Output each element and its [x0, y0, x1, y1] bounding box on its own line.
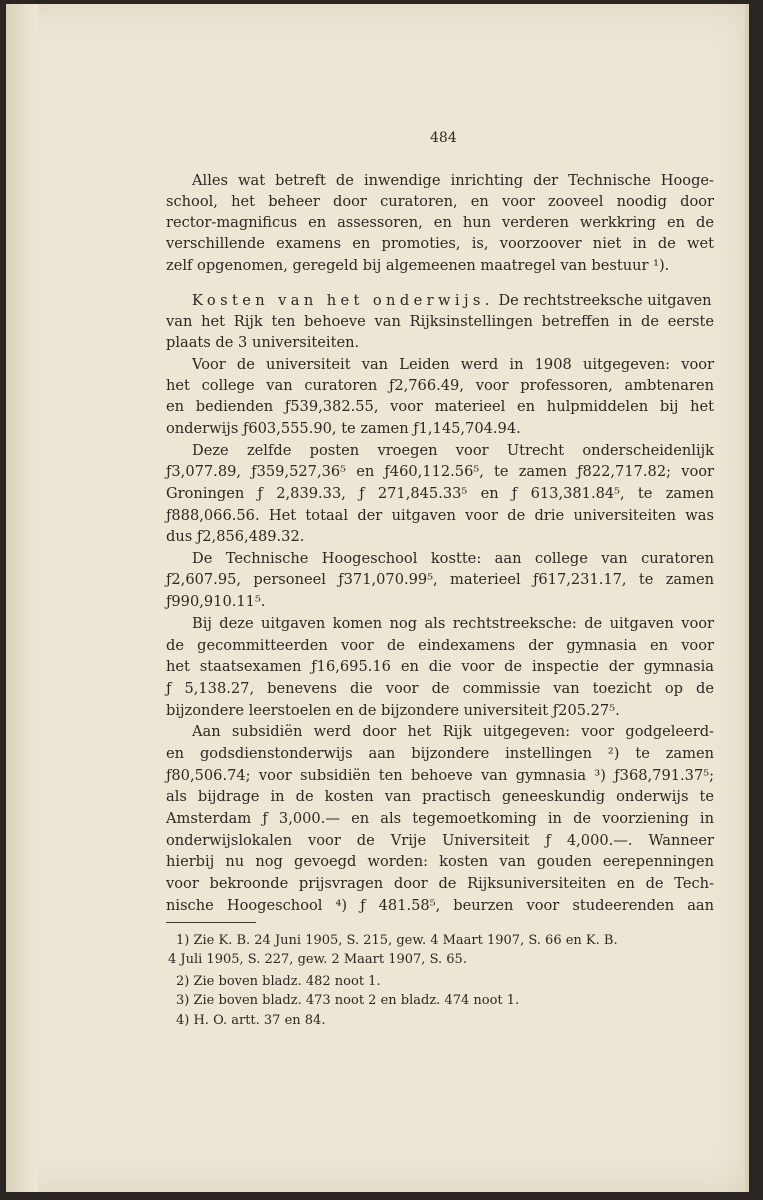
text-line: Bij deze uitgaven komen nog als rechtstreeksche: de uitgaven voor [192, 615, 714, 632]
text-line: De rechtstreeksche uitgaven [498, 292, 712, 309]
text-line: onderwijs ƒ603,555.90, te zamen ƒ1,145,704.94. [166, 420, 521, 437]
text-line: Voor de universiteit van Leiden werd in 1908 uitgegeven: voor [192, 356, 714, 373]
text-line: en godsdienstonderwijs aan bijzondere instellingen ²) te zamen [166, 745, 714, 762]
footnote: 4 Juli 1905, S. 227, gew. 2 Maart 1907, S. 65. [168, 952, 467, 967]
text-line: bijzondere leerstoelen en de bijzondere universiteit ƒ205.27⁵. [166, 702, 620, 719]
text-line: school, het beheer door curatoren, en voor zooveel noodig door [166, 193, 714, 210]
text-line: en bedienden ƒ539,382.55, voor materieel en hulpmiddelen bij het [166, 398, 714, 415]
text-line: ƒ80,506.74; voor subsidiën ten behoeve van gymnasia ³) ƒ368,791.37⁵; [166, 767, 714, 784]
footnote-rule [166, 922, 256, 923]
text-line: Alles wat betreft de inwendige inrichting der Technische Hooge- [192, 172, 714, 189]
section-heading-line [192, 291, 714, 311]
gutter-shadow [6, 4, 38, 1192]
text-line: als bijdrage in de kosten van practisch geneeskundig onderwijs te [166, 788, 714, 805]
text-line: ƒ 5,138.27, benevens die voor de commissie van toezicht op de [166, 680, 714, 697]
text-line: Amsterdam ƒ 3,000.— en als tegemoetkoming in de voorziening in [166, 810, 714, 827]
text-line: verschillende examens en promoties, is, voorzoover niet in de wet [166, 235, 714, 252]
text-line: de gecommitteerden voor de eindexamens der gymnasia en voor [166, 637, 714, 654]
text-line: hierbij nu nog gevoegd worden: kosten van gouden eerepenningen [166, 853, 714, 870]
footnote: 4) H. O. artt. 37 en 84. [176, 1013, 326, 1028]
text-line: ƒ990,910.11⁵. [166, 593, 266, 610]
text-line: ƒ2,607.95, personeel ƒ371,070.99⁵, materieel ƒ617,231.17, te zamen [166, 571, 714, 588]
page-number: 484 [430, 130, 457, 146]
text-line: plaats de 3 universiteiten. [166, 334, 360, 351]
text-line: rector-magnificus en assessoren, en hun verderen werkkring en de [166, 214, 714, 231]
footnote: 2) Zie boven bladz. 482 noot 1. [176, 974, 381, 989]
text-line: Deze zelfde posten vroegen voor Utrecht onderscheidenlijk [192, 442, 714, 459]
text-line: Groningen ƒ 2,839.33, ƒ 271,845.33⁵ en ƒ 613,381.84⁵, te zamen [166, 485, 714, 502]
text-line: het staatsexamen ƒ16,695.16 en die voor de inspectie der gymnasia [166, 658, 714, 675]
text-line: ƒ888,066.56. Het totaal der uitgaven voor de drie universiteiten was [166, 507, 714, 524]
text-line: dus ƒ2,856,489.32. [166, 528, 305, 545]
footnote: 1) Zie K. B. 24 Juni 1905, S. 215, gew. 4 Maart 1907, S. 66 en K. B. [176, 933, 618, 948]
text-line: ƒ3,077.89, ƒ359,527,36⁵ en ƒ460,112.56⁵, te zamen ƒ822,717.82; voor [166, 463, 714, 480]
text-line: Aan subsidiën werd door het Rijk uitgegeven: voor godgeleerd- [192, 723, 714, 740]
text-line: nische Hoogeschool ⁴) ƒ 481.58⁵, beurzen voor studeerenden aan [166, 897, 714, 914]
page-edge [745, 4, 749, 1192]
text-line: het college van curatoren ƒ2,766.49, voor professoren, ambtenaren [166, 377, 714, 394]
footnote: 3) Zie boven bladz. 473 noot 2 en bladz. 474 noot 1. [176, 993, 520, 1008]
text-line: van het Rijk ten behoeve van Rijksinstellingen betreffen in de eerste [166, 313, 714, 330]
text-line: De Technische Hoogeschool kostte: aan college van curatoren [192, 550, 714, 567]
section-heading: Kosten van het onderwijs. [192, 292, 494, 309]
text-line: onderwijslokalen voor de Vrije Universiteit ƒ 4,000.—. Wanneer [166, 832, 714, 849]
text-line: voor bekroonde prijsvragen door de Rijksuniversiteiten en de Tech- [166, 875, 714, 892]
text-line: zelf opgenomen, geregeld bij algemeenen maatregel van bestuur ¹). [166, 257, 670, 274]
